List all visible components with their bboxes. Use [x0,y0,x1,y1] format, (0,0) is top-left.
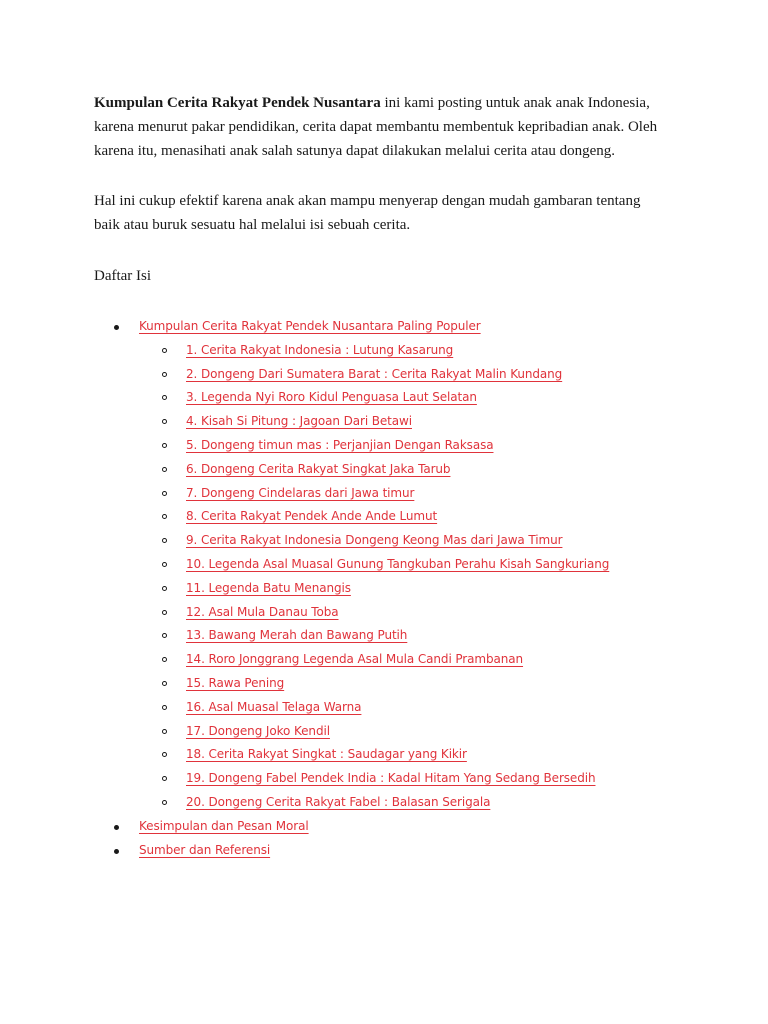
bullet-circle-icon [162,729,167,734]
bullet-circle-icon [162,610,167,615]
bullet-circle-icon [162,395,167,400]
toc-sub-link[interactable]: 13. Bawang Merah dan Bawang Putih [186,628,408,643]
bullet-circle-icon [162,705,167,710]
bullet-circle-icon [162,491,167,496]
toc-sub-item [0,553,768,577]
bullet-circle-icon [162,562,167,567]
toc-sub-link[interactable]: 14. Roro Jonggrang Legenda Asal Mula Candi Prambanan [186,652,524,667]
toc-sub-item [0,363,768,387]
toc-sub-link[interactable]: 10. Legenda Asal Muasal Gunung Tangkuban Perahu Kisah Sangkuriang [186,556,610,571]
toc-sub-link[interactable]: 1. Cerita Rakyat Indonesia : Lutung Kasarung [186,342,454,357]
bullet-circle-icon [162,657,167,662]
toc-sub-link[interactable]: 16. Asal Muasal Telaga Warna [186,699,362,714]
bullet-dot-icon [114,325,119,330]
toc-sub-item [0,624,768,648]
table-of-contents [0,315,768,862]
toc-main-item [0,315,768,339]
toc-sub-link[interactable]: 7. Dongeng Cindelaras dari Jawa timur [186,485,415,500]
second-paragraph [94,189,694,237]
toc-sub-item [0,672,768,696]
toc-sub-link[interactable]: 15. Rawa Pening [186,675,285,690]
bullet-circle-icon [162,800,167,805]
bullet-circle-icon [162,348,167,353]
toc-heading: Daftar Isi [94,268,152,284]
bullet-circle-icon [162,586,167,591]
toc-sub-link[interactable]: 5. Dongeng timun mas : Perjanjian Dengan Raksasa [186,437,494,452]
toc-sub-item [0,696,768,720]
bullet-dot-icon [114,849,119,854]
toc-sub-item [0,529,768,553]
toc-sub-link[interactable]: 6. Dongeng Cerita Rakyat Singkat Jaka Tarub [186,461,451,476]
toc-sub-item [0,410,768,434]
toc-sub-link[interactable]: 3. Legenda Nyi Roro Kidul Penguasa Laut Selatan [186,390,477,405]
intro-paragraph [94,91,694,163]
toc-sub-item [0,482,768,506]
bullet-circle-icon [162,514,167,519]
toc-sub-item [0,767,768,791]
toc-tail-list [0,815,768,863]
toc-sub-item [0,458,768,482]
bullet-circle-icon [162,633,167,638]
toc-sub-item [0,720,768,744]
bullet-circle-icon [162,538,167,543]
toc-tail-link[interactable]: Kesimpulan dan Pesan Moral [139,818,309,833]
intro-line2: karena menurut pakar pendidikan, cerita dapat membantu membentuk kepribadian anak. Oleh [94,119,658,135]
toc-sub-item [0,577,768,601]
bullet-circle-icon [162,372,167,377]
toc-sub-link[interactable]: 11. Legenda Batu Menangis [186,580,351,595]
toc-sub-link[interactable]: 19. Dongeng Fabel Pendek India : Kadal Hitam Yang Sedang Bersedih [186,771,596,786]
toc-main-link[interactable]: Kumpulan Cerita Rakyat Pendek Nusantara Paling Populer [139,319,481,333]
toc-tail-item [0,839,768,863]
bullet-circle-icon [162,419,167,424]
toc-sub-item [0,434,768,458]
toc-sub-list [0,339,768,815]
toc-sub-link[interactable]: 4. Kisah Si Pitung : Jagoan Dari Betawi [186,414,412,429]
toc-sub-link[interactable]: 9. Cerita Rakyat Indonesia Dongeng Keong Mas dari Jawa Timur [186,533,563,548]
para2-line1: Hal ini cukup efektif karena anak akan mampu menyerap dengan mudah gambaran tentang [94,193,641,209]
toc-sub-link[interactable]: 18. Cerita Rakyat Singkat : Saudagar yang Kikir [186,747,467,762]
toc-sub-item [0,601,768,625]
toc-tail-item [0,815,768,839]
toc-sub-link[interactable]: 2. Dongeng Dari Sumatera Barat : Cerita Rakyat Malin Kundang [186,366,563,381]
bullet-circle-icon [162,681,167,686]
toc-sub-link[interactable]: 17. Dongeng Joko Kendil [186,723,330,738]
toc-sub-link[interactable]: 8. Cerita Rakyat Pendek Ande Ande Lumut [186,509,438,524]
bullet-dot-icon [114,825,119,830]
toc-sub-item [0,505,768,529]
bullet-circle-icon [162,776,167,781]
toc-sub-item [0,648,768,672]
intro-line3: karena itu, menasihati anak salah satunya dapat dilakukan melalui cerita atau dongeng. [94,143,616,159]
toc-sub-item [0,743,768,767]
bullet-circle-icon [162,467,167,472]
bullet-circle-icon [162,443,167,448]
toc-sub-item [0,386,768,410]
toc-sub-link[interactable]: 12. Asal Mula Danau Toba [186,604,339,619]
para2-line2: baik atau buruk sesuatu hal melalui isi sebuah cerita. [94,217,411,233]
bullet-circle-icon [162,752,167,757]
toc-sub-item [0,791,768,815]
toc-sub-link[interactable]: 20. Dongeng Cerita Rakyat Fabel : Balasan Serigala [186,794,491,809]
intro-bold-lead: Kumpulan Cerita Rakyat Pendek Nusantara [94,95,381,111]
toc-tail-link[interactable]: Sumber dan Referensi [139,842,271,857]
intro-line1-rest: ini kami posting untuk anak anak Indonesia, [380,95,650,111]
toc-sub-item [0,339,768,363]
